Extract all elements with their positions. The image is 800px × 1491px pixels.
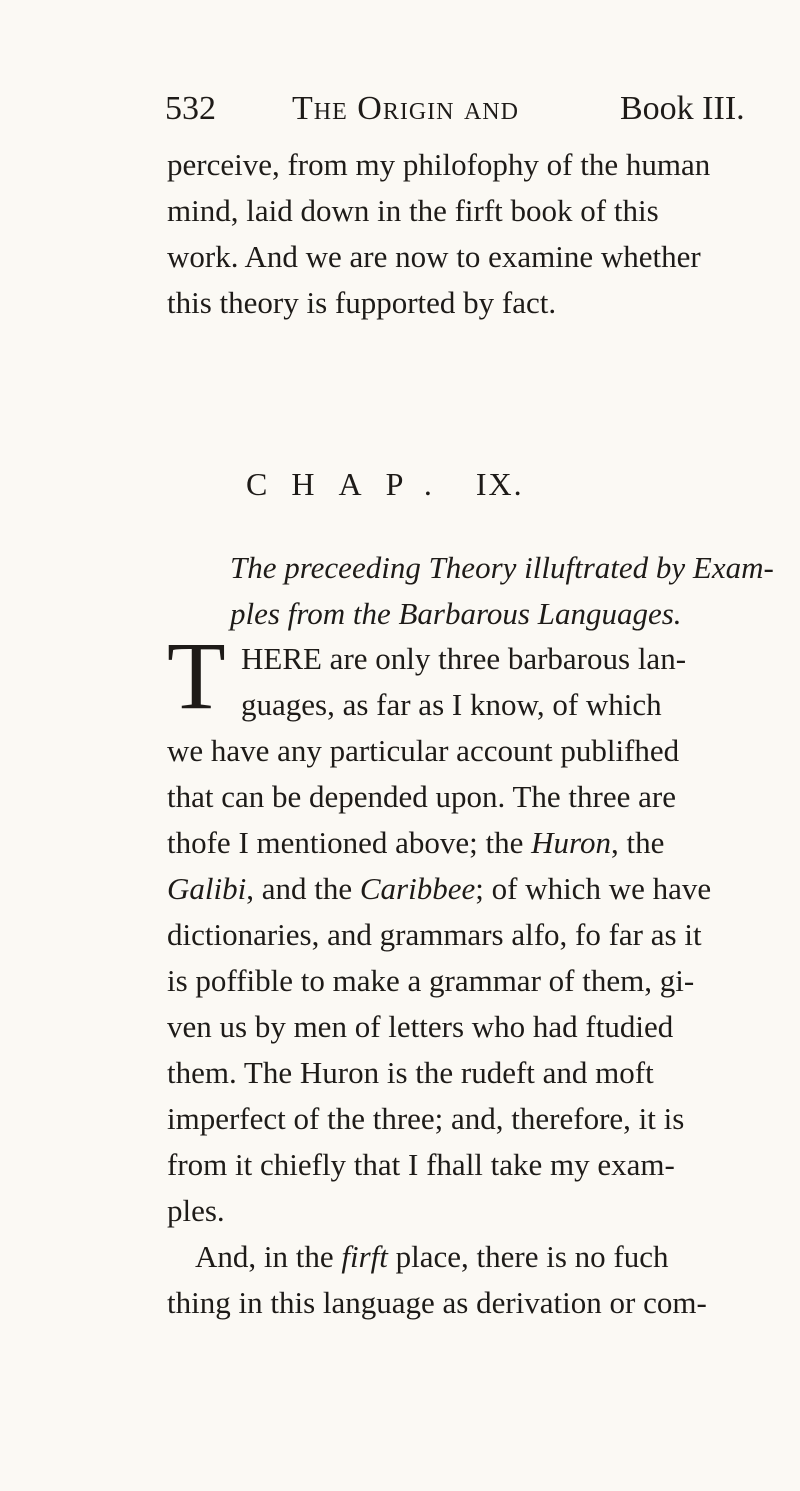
text-line: dictionaries, and grammars alfo, fo far as it [167, 917, 702, 952]
main-paragraph [167, 636, 767, 1326]
page-number: 532 [165, 90, 216, 127]
text-line: HERE are only three barbarous lan- [241, 641, 687, 676]
text-line: them. The Huron is the rudeft and moft [167, 1055, 654, 1090]
text-run: And, in the [195, 1239, 342, 1274]
text-line: imperfect of the three; and, therefore, it is [167, 1101, 685, 1136]
subtitle-line: The preceeding Theory illuftrated by Exam- [230, 550, 774, 585]
text-line: guages, as far as I know, of which [241, 687, 662, 722]
text-line [167, 1234, 767, 1280]
italic-word-first: firft [341, 1239, 388, 1274]
text-run: place, there is no fuch [387, 1239, 669, 1274]
text-line: is poffible to make a grammar of them, gi- [167, 963, 695, 998]
text-line: perceive, from my philofophy of the human [167, 147, 711, 182]
text-line: thing in this language as derivation or com- [167, 1285, 707, 1320]
chapter-number: IX. [475, 466, 524, 502]
subtitle-line: ples from the Barbarous Languages. [230, 596, 682, 631]
text-run: , the [610, 825, 665, 860]
drop-cap: T [167, 622, 226, 729]
chapter-label: CHAP. [246, 466, 456, 502]
italic-name-galibi: Galibi [167, 871, 247, 906]
text-run: ; of which we have [475, 871, 712, 906]
text-line [167, 820, 767, 866]
text-line: work. And we are now to examine whether [167, 239, 701, 274]
running-head: The Origin and [292, 90, 519, 127]
text-line: mind, laid down in the firft book of this [167, 193, 659, 228]
text-line: ven us by men of letters who had ftudied [167, 1009, 674, 1044]
chapter-subtitle [230, 545, 790, 637]
text-run: , and the [246, 871, 360, 906]
text-line: this theory is fupported by fact. [167, 285, 557, 320]
text-line: ples. [167, 1193, 225, 1228]
italic-name-caribbee: Caribbee [359, 871, 476, 906]
italic-name-huron: Huron [531, 825, 611, 860]
page-header [165, 90, 790, 140]
text-run: thofe I mentioned above; the [167, 825, 532, 860]
chapter-heading [246, 466, 524, 503]
text-line [167, 866, 767, 912]
top-paragraph [167, 142, 767, 326]
text-line: we have any particular account publifhed [167, 733, 680, 768]
text-line: that can be depended upon. The three are [167, 779, 676, 814]
text-line: from it chiefly that I fhall take my exam- [167, 1147, 675, 1182]
book-label: Book III. [620, 90, 745, 127]
